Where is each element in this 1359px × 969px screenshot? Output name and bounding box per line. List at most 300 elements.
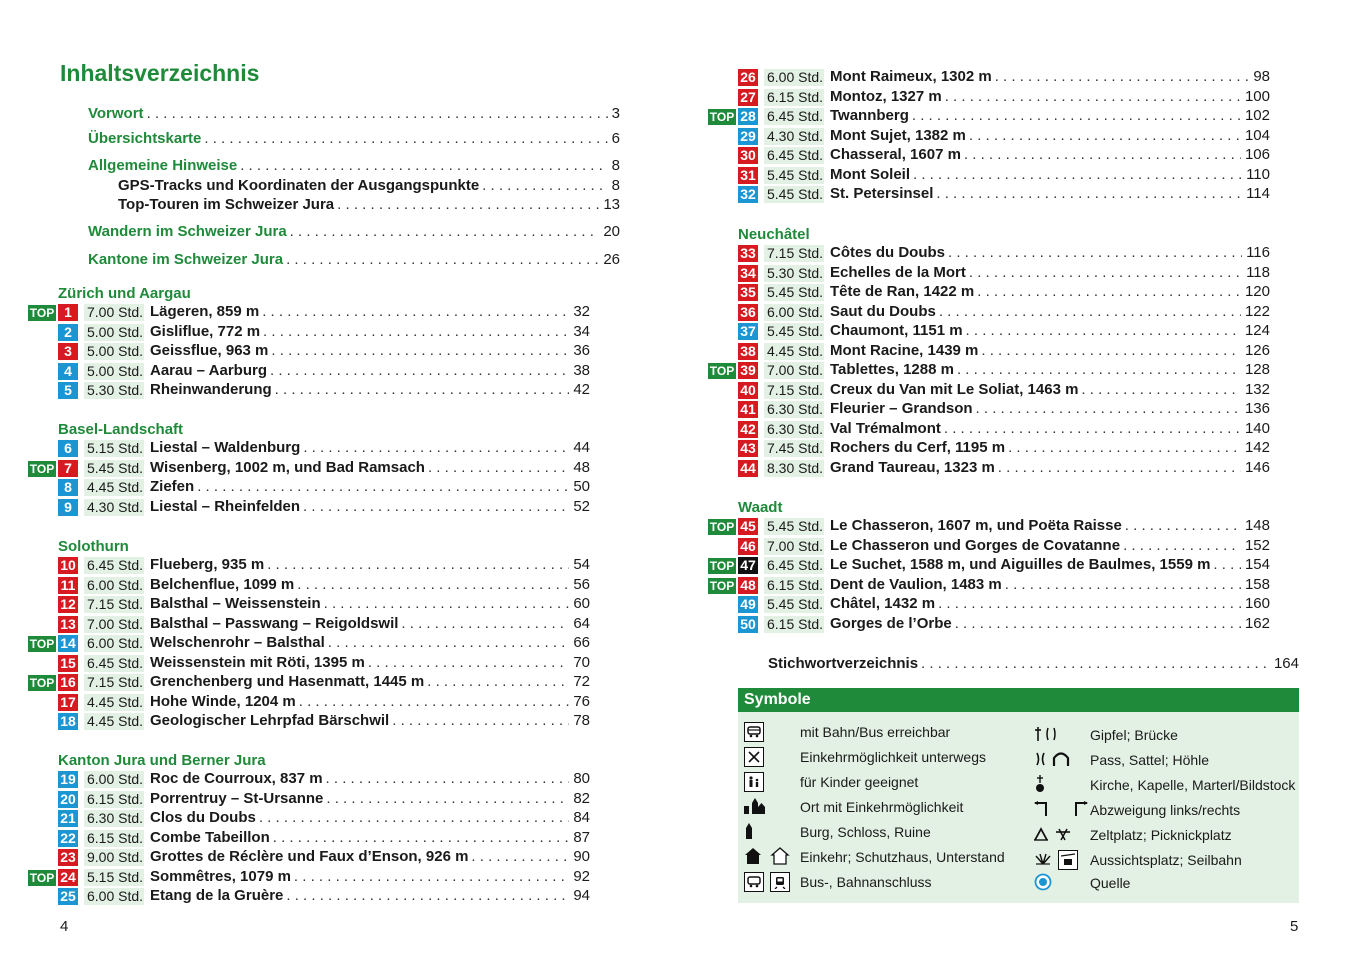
tour-number: 47	[738, 557, 758, 574]
tour-line	[150, 576, 590, 593]
tour-row[interactable]	[708, 400, 1270, 419]
toc-entry-wandern[interactable]: Wandern im Schweizer Jura . . . 20	[88, 222, 620, 241]
tour-line	[150, 693, 590, 710]
top-badge: TOP	[29, 676, 55, 690]
tour-row[interactable]	[28, 556, 590, 575]
spring-icon	[1034, 873, 1052, 894]
tour-line	[150, 303, 590, 320]
tour-duration: 6.00 Std.	[84, 888, 144, 905]
tour-number: 23	[58, 849, 78, 866]
tour-line	[830, 576, 1270, 593]
toc-entry-allgemeine-hinweise[interactable]: Allgemeine Hinweise . . . 8	[88, 156, 620, 175]
section-heading: Solothurn	[58, 538, 129, 555]
tour-row[interactable]	[28, 323, 590, 342]
tour-page: 84	[573, 809, 590, 826]
tour-line	[830, 459, 1270, 476]
symbols-legend: Symbole mit Bahn/Bus erreichbar Einkehrmöglichkeit unterwegs für Kinder geeignet Ort mit Einkehrmöglichkeit Burg, Schloss, Ruine Einkehr; Schutzhaus, Unterstand Bus-, Bahnanschluss Gipfel; Brücke Pass, Sattel; Höhle Kirche, Kapelle, Marterl/Bildstock Abzweigung links/rechts Zeltplatz; Picknickplatz Aussichtsplatz; Seilbahn Quelle	[738, 688, 1299, 903]
tour-line	[150, 498, 590, 515]
toc-entry-stichwortverzeichnis[interactable]: Stichwortverzeichnis . . . 164	[768, 654, 1299, 673]
tour-duration: 5.45 Std.	[764, 284, 824, 301]
tour-title: Chasseral, 1607 m	[830, 146, 961, 163]
tour-row[interactable]	[28, 634, 590, 653]
tour-page: 98	[1253, 68, 1270, 85]
tour-row[interactable]	[708, 107, 1270, 126]
tour-page: 50	[573, 478, 590, 495]
tour-row[interactable]	[28, 654, 590, 673]
tour-number: 10	[58, 557, 78, 574]
section-heading: Neuchâtel	[738, 226, 810, 243]
tour-row[interactable]	[28, 790, 590, 809]
tour-duration: 5.45 Std.	[764, 596, 824, 613]
tour-page: 38	[573, 361, 590, 379]
tour-row[interactable]	[28, 362, 590, 381]
section-heading: Kanton Jura und Berner Jura	[58, 752, 266, 769]
church-icon	[1034, 775, 1046, 796]
tour-duration: 6.45 Std.	[84, 557, 144, 574]
village-icon	[744, 797, 766, 818]
tour-line	[150, 829, 590, 846]
tour-title: Belchenflue, 1099 m	[150, 575, 295, 593]
toc-entry-top-touren[interactable]: Top-Touren im Schweizer Jura . . . 13	[118, 195, 620, 214]
tour-page: 34	[573, 322, 590, 340]
tour-line	[150, 459, 590, 476]
tour-duration: 6.30 Std.	[84, 810, 144, 827]
tour-page: 162	[1244, 614, 1270, 632]
tour-page: 36	[573, 342, 590, 359]
tour-title: Combe Tabeillon	[150, 828, 270, 846]
tour-duration: 6.15 Std.	[764, 577, 824, 594]
section-heading: Waadt	[738, 499, 783, 516]
tour-line	[830, 420, 1270, 437]
top-badge: TOP	[29, 461, 55, 476]
toc-entry-kantone[interactable]: Kantone im Schweizer Jura . . . 26	[88, 250, 620, 269]
tour-line	[830, 303, 1270, 320]
tour-duration: 5.45 Std.	[764, 323, 824, 340]
tour-title: Le Suchet, 1588 m, und Aiguilles de Baulmes, 1559 m	[830, 556, 1211, 573]
tour-duration: 6.15 Std.	[764, 616, 824, 633]
tour-page: 48	[573, 458, 590, 476]
bus-icon	[744, 722, 764, 742]
tour-page: 82	[573, 789, 590, 807]
tour-title: Balsthal – Passwang – Reigoldswil	[150, 614, 399, 632]
tour-line	[150, 615, 590, 632]
toc-entry-uebersichtskarte[interactable]: Übersichtskarte . . . 6	[88, 129, 620, 148]
tour-title: Welschenrohr – Balsthal	[150, 634, 325, 651]
tour-page: 146	[1244, 458, 1270, 476]
tour-number: 19	[58, 771, 78, 788]
tour-line	[830, 537, 1270, 554]
tour-row[interactable]	[28, 887, 590, 906]
tour-line	[150, 478, 590, 495]
tour-title: Mont Raimeux, 1302 m	[830, 68, 992, 85]
train-icon	[770, 872, 790, 892]
tour-row[interactable]	[28, 381, 590, 400]
tour-title: Flueberg, 935 m	[150, 556, 265, 573]
tour-row[interactable]	[28, 478, 590, 497]
tour-page: 128	[1244, 361, 1270, 378]
tour-row[interactable]	[708, 244, 1270, 263]
tour-duration: 7.45 Std.	[764, 440, 824, 457]
tour-title: Fleurier – Grandson	[830, 400, 973, 417]
tour-number: 17	[58, 694, 78, 711]
top-badge: TOP	[709, 578, 735, 593]
toc-entry-gps-tracks[interactable]: GPS-Tracks und Koordinaten der Ausgangspunkte . . . 8	[118, 176, 620, 195]
tour-duration: 5.45 Std.	[764, 186, 824, 203]
tour-duration: 6.15 Std.	[84, 830, 144, 847]
tour-title: Wisenberg, 1002 m, und Bad Ramsach	[150, 458, 425, 476]
tour-page: 32	[573, 303, 590, 320]
tour-line	[150, 790, 590, 807]
tour-page: 142	[1244, 439, 1270, 456]
tour-duration: 4.45 Std.	[84, 479, 144, 496]
tour-title: St. Petersinsel	[830, 185, 934, 202]
tour-number: 21	[58, 810, 78, 827]
tour-page: 110	[1246, 165, 1270, 183]
tour-line	[830, 185, 1270, 202]
tour-page: 54	[573, 556, 590, 573]
tour-number: 37	[738, 323, 758, 340]
tour-page: 44	[573, 439, 590, 456]
tour-duration: 5.30 Std.	[764, 265, 824, 282]
tour-duration: 7.15 Std.	[84, 674, 144, 691]
tour-row[interactable]	[28, 673, 590, 692]
tour-title: Liestal – Rheinfelden	[150, 497, 301, 515]
tent-icon	[1034, 827, 1074, 844]
tour-duration: 4.45 Std.	[84, 713, 144, 730]
tour-number: 27	[738, 89, 758, 106]
tour-duration: 4.45 Std.	[764, 343, 824, 360]
tour-page: 106	[1244, 146, 1270, 163]
tour-title: Mont Soleil	[830, 165, 910, 183]
tour-page: 158	[1244, 575, 1270, 593]
tour-page: 80	[573, 770, 590, 787]
tour-duration: 6.30 Std.	[764, 421, 824, 438]
family-icon	[744, 772, 764, 792]
tour-page: 154	[1244, 556, 1270, 573]
tour-page: 140	[1244, 419, 1270, 437]
tour-title: Lägeren, 859 m	[150, 303, 260, 320]
tour-page: 90	[573, 848, 590, 865]
tour-title: Côtes du Doubs	[830, 244, 945, 261]
tour-number: 50	[738, 616, 758, 633]
tour-line	[150, 362, 590, 379]
tour-number: 29	[738, 128, 758, 145]
summit-icon	[1034, 726, 1058, 745]
tour-duration: 5.45 Std.	[84, 460, 144, 477]
tour-number: 2	[58, 324, 78, 341]
tour-line	[150, 595, 590, 612]
tour-row[interactable]	[28, 576, 590, 595]
tour-number: 5	[58, 382, 78, 399]
tour-duration: 5.30 Std.	[84, 382, 144, 399]
tour-duration: 6.30 Std.	[764, 401, 824, 418]
tour-number: 16	[58, 674, 78, 691]
tour-title: Grand Taureau, 1323 m	[830, 458, 995, 476]
tour-line	[830, 244, 1270, 261]
top-badge: TOP	[709, 364, 735, 378]
tour-duration: 7.15 Std.	[764, 245, 824, 262]
tour-duration: 7.00 Std.	[84, 304, 144, 321]
tour-title: Val Trémalmont	[830, 419, 941, 437]
tour-title: Chaumont, 1151 m	[830, 322, 963, 339]
section-heading: Zürich und Aargau	[58, 285, 191, 302]
tour-title: Mont Sujet, 1382 m	[830, 126, 966, 144]
tour-duration: 6.00 Std.	[84, 771, 144, 788]
tour-page: 136	[1244, 400, 1270, 417]
tour-duration: 6.00 Std.	[84, 577, 144, 594]
tour-row[interactable]	[708, 185, 1270, 204]
tour-page: 72	[573, 673, 590, 690]
tour-row[interactable]	[28, 868, 590, 887]
tour-line	[830, 322, 1270, 339]
tour-line	[830, 166, 1270, 183]
tour-title: Geissflue, 963 m	[150, 342, 269, 359]
tour-number: 41	[738, 401, 758, 418]
tour-line	[830, 146, 1270, 163]
tour-number: 35	[738, 284, 758, 301]
tour-row[interactable]	[708, 537, 1270, 556]
tour-page: 160	[1244, 595, 1270, 612]
tour-page: 76	[573, 692, 590, 710]
tour-number: 3	[58, 343, 78, 360]
tour-number: 13	[58, 616, 78, 633]
tour-page: 152	[1244, 536, 1270, 554]
tour-row[interactable]	[28, 693, 590, 712]
bus-connection-icon	[744, 872, 764, 892]
tour-page: 124	[1244, 322, 1270, 339]
tour-row[interactable]	[708, 88, 1270, 107]
tour-duration: 4.30 Std.	[764, 128, 824, 145]
viewpoint-icon	[1034, 852, 1052, 869]
tour-number: 15	[58, 655, 78, 672]
top-badge: TOP	[29, 637, 55, 651]
tour-title: Grottes de Réclère und Faux d’Enson, 926 m	[150, 848, 469, 865]
tour-title: Creux du Van mit Le Soliat, 1463 m	[830, 380, 1079, 398]
tour-line	[150, 868, 590, 885]
tour-line	[150, 556, 590, 573]
tour-page: 122	[1244, 302, 1270, 320]
tour-duration: 6.45 Std.	[764, 108, 824, 125]
tour-page: 87	[573, 828, 590, 846]
castle-icon	[744, 823, 754, 842]
tour-line	[150, 654, 590, 671]
tour-row[interactable]	[28, 848, 590, 867]
tour-title: Porrentruy – St-Ursanne	[150, 789, 324, 807]
tour-number: 38	[738, 343, 758, 360]
tour-row[interactable]	[708, 361, 1270, 380]
tour-duration: 6.15 Std.	[84, 791, 144, 808]
toc-entry-vorwort[interactable]: Vorwort . . . 3	[88, 104, 620, 123]
tour-row[interactable]	[28, 615, 590, 634]
top-badge: TOP	[709, 559, 735, 573]
tour-page: 100	[1244, 87, 1270, 105]
tour-line	[150, 673, 590, 690]
tour-duration: 7.00 Std.	[84, 616, 144, 633]
cutlery-icon	[744, 747, 764, 767]
tour-line	[830, 88, 1270, 105]
tour-number: 49	[738, 596, 758, 613]
page-title: Inhaltsverzeichnis	[60, 60, 260, 86]
tour-duration: 5.00 Std.	[84, 324, 144, 341]
tour-row[interactable]	[708, 517, 1270, 536]
tour-title: Châtel, 1432 m	[830, 595, 936, 612]
tour-duration: 5.15 Std.	[84, 869, 144, 886]
tour-duration: 5.45 Std.	[764, 167, 824, 184]
tour-number: 26	[738, 69, 758, 86]
tour-page: 78	[573, 712, 590, 729]
tour-page: 64	[573, 614, 590, 632]
tour-duration: 5.00 Std.	[84, 343, 144, 360]
tour-number: 11	[58, 577, 78, 594]
tour-page: 116	[1246, 244, 1270, 261]
tour-duration: 7.00 Std.	[764, 362, 824, 379]
tour-duration: 6.45 Std.	[764, 557, 824, 574]
tour-title: Gisliflue, 772 m	[150, 322, 261, 340]
tour-row[interactable]	[28, 459, 590, 478]
tour-title: Twannberg	[830, 107, 909, 124]
symbols-title: Symbole	[738, 688, 1299, 712]
tour-title: Dent de Vaulion, 1483 m	[830, 575, 1002, 593]
tour-duration: 5.00 Std.	[84, 363, 144, 380]
tour-duration: 6.45 Std.	[764, 147, 824, 164]
tour-line	[150, 381, 590, 398]
tour-row[interactable]	[708, 68, 1270, 87]
tour-page: 114	[1246, 185, 1270, 202]
junction-right-icon	[1072, 801, 1088, 820]
tour-row[interactable]	[708, 595, 1270, 614]
tour-page: 42	[573, 381, 590, 398]
tour-row[interactable]	[708, 420, 1270, 439]
tour-number: 40	[738, 382, 758, 399]
tour-duration: 6.00 Std.	[84, 635, 144, 652]
tour-title: Liestal – Waldenburg	[150, 439, 301, 456]
tour-number: 20	[58, 791, 78, 808]
tour-row[interactable]	[28, 809, 590, 828]
tour-row[interactable]	[28, 595, 590, 614]
tour-row[interactable]	[708, 322, 1270, 341]
tour-title: Weissenstein mit Röti, 1395 m	[150, 653, 365, 671]
tour-number: 12	[58, 596, 78, 613]
pass-icon	[1034, 751, 1074, 770]
tour-number: 44	[738, 460, 758, 477]
tour-duration: 6.15 Std.	[764, 89, 824, 106]
tour-number: 28	[738, 108, 758, 125]
tour-row[interactable]	[708, 439, 1270, 458]
tour-line	[830, 615, 1270, 632]
tour-row[interactable]	[708, 615, 1270, 634]
tour-row[interactable]	[28, 342, 590, 361]
tour-row[interactable]	[708, 127, 1270, 146]
tour-line	[830, 595, 1270, 612]
tour-number: 34	[738, 265, 758, 282]
tour-page: 126	[1244, 341, 1270, 359]
tour-title: Clos du Doubs	[150, 809, 256, 826]
tour-line	[830, 439, 1270, 456]
tour-page: 118	[1246, 263, 1270, 281]
tour-row[interactable]	[28, 712, 590, 731]
tour-page: 132	[1244, 380, 1270, 398]
tour-page: 56	[573, 575, 590, 593]
tour-number: 22	[58, 830, 78, 847]
tour-title: Ziefen	[150, 478, 195, 495]
tour-page: 102	[1244, 107, 1270, 124]
tour-row[interactable]	[28, 439, 590, 458]
tour-number: 46	[738, 538, 758, 555]
tour-row[interactable]	[28, 829, 590, 848]
tour-line	[150, 712, 590, 729]
tour-line	[830, 361, 1270, 378]
tour-title: Hohe Winde, 1204 m	[150, 692, 296, 710]
tour-page: 60	[573, 595, 590, 612]
tour-line	[830, 107, 1270, 124]
tour-title: Tablettes, 1288 m	[830, 361, 954, 378]
tour-title: Rheinwanderung	[150, 381, 272, 398]
tour-line	[830, 381, 1270, 398]
tour-number: 8	[58, 479, 78, 496]
page-number-left: 4	[60, 918, 69, 935]
tour-title: Le Chasseron und Gorges de Covatanne	[830, 536, 1121, 554]
tour-line	[150, 439, 590, 456]
tour-number: 42	[738, 421, 758, 438]
section-heading: Basel-Landschaft	[58, 421, 184, 438]
tour-title: Grenchenberg und Hasenmatt, 1445 m	[150, 673, 425, 690]
tour-row[interactable]	[28, 770, 590, 789]
tour-row[interactable]	[28, 498, 590, 517]
tour-line	[830, 517, 1270, 534]
tour-number: 43	[738, 440, 758, 457]
top-badge: TOP	[29, 306, 55, 320]
tour-page: 52	[573, 497, 590, 515]
tour-title: Roc de Courroux, 837 m	[150, 770, 323, 787]
tour-line	[150, 848, 590, 865]
tour-line	[150, 323, 590, 340]
tour-number: 33	[738, 245, 758, 262]
tour-row[interactable]	[708, 146, 1270, 165]
tour-duration: 5.15 Std.	[84, 440, 144, 457]
tour-title: Mont Racine, 1439 m	[830, 341, 979, 359]
tour-title: Montoz, 1327 m	[830, 87, 942, 105]
tour-title: Balsthal – Weissenstein	[150, 595, 321, 612]
tour-row[interactable]	[708, 303, 1270, 322]
tour-row[interactable]	[708, 381, 1270, 400]
tour-page: 94	[573, 887, 590, 904]
tour-row[interactable]	[708, 283, 1270, 302]
tour-row[interactable]	[708, 264, 1270, 283]
tour-row[interactable]	[708, 166, 1270, 185]
tour-title: Saut du Doubs	[830, 302, 936, 320]
tour-duration: 4.30 Std.	[84, 499, 144, 516]
tour-number: 39	[738, 362, 758, 379]
tour-number: 6	[58, 440, 78, 457]
tour-line	[830, 400, 1270, 417]
tour-duration: 6.45 Std.	[84, 655, 144, 672]
tour-title: Tête de Ran, 1422 m	[830, 283, 975, 300]
tour-title: Etang de la Gruère	[150, 887, 284, 904]
tour-page: 120	[1244, 283, 1270, 300]
tour-page: 148	[1244, 517, 1270, 534]
tour-title: Rochers du Cerf, 1195 m	[830, 439, 1006, 456]
tour-row[interactable]	[708, 556, 1270, 575]
tour-number: 14	[58, 635, 78, 652]
tour-duration: 5.45 Std.	[764, 518, 824, 535]
tour-line	[830, 127, 1270, 144]
tour-row[interactable]	[708, 342, 1270, 361]
junction-left-icon	[1034, 801, 1050, 820]
tour-number: 24	[58, 869, 78, 886]
tour-row[interactable]	[708, 576, 1270, 595]
tour-row[interactable]	[708, 459, 1270, 478]
tour-row[interactable]	[28, 303, 590, 322]
